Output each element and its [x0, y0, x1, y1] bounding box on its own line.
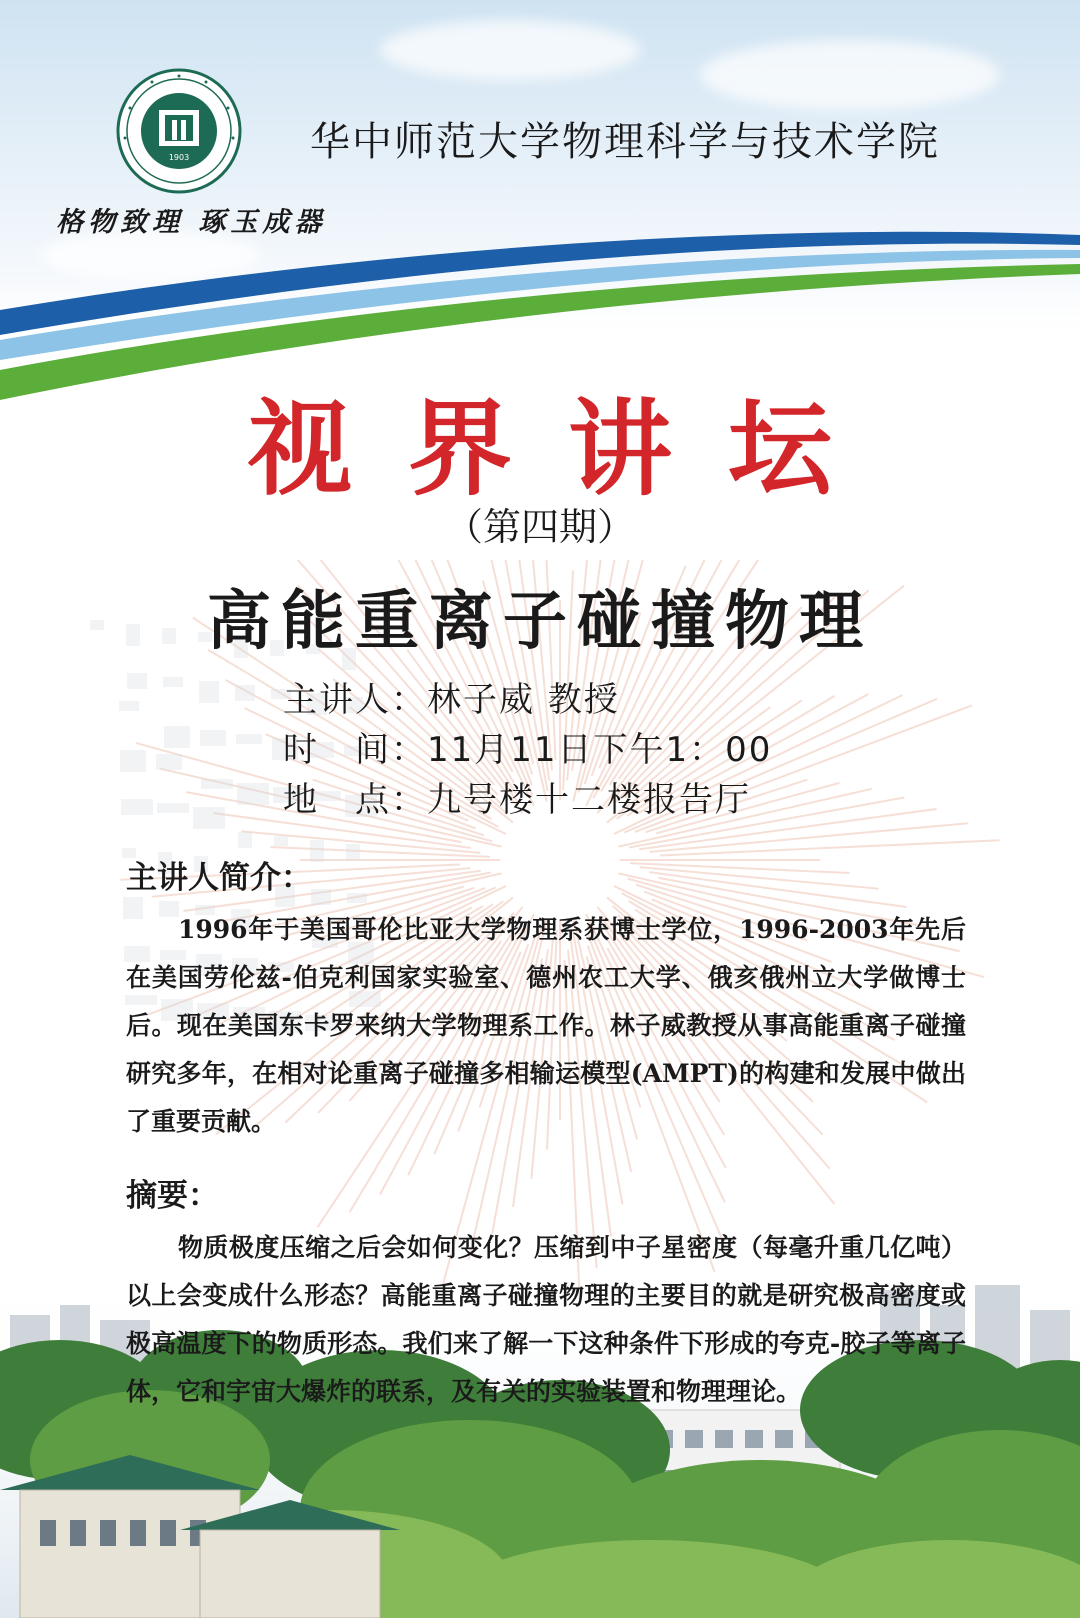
pixel-block: [238, 832, 252, 848]
lecture-topic: 高能重离子碰撞物理: [207, 585, 873, 659]
pixel-block: [237, 783, 269, 805]
pixel-block: [121, 799, 153, 815]
pixel-block: [346, 844, 360, 860]
time-line: [283, 722, 772, 771]
pixel-block: [127, 673, 147, 689]
pixel-block: [193, 807, 225, 829]
forum-title: 视界讲坛: [247, 387, 888, 510]
logo-year: 1903: [168, 153, 190, 162]
burst-ray: [660, 840, 1000, 855]
pixel-block: [236, 734, 262, 744]
school-name: 华中师范大学物理科学与技术学院: [310, 120, 940, 164]
cloud: [380, 20, 640, 80]
place-value: 九号楼十二楼报告厅: [427, 780, 751, 820]
speaker-line: [283, 672, 620, 721]
pixel-block: [235, 685, 255, 701]
pixel-block: [156, 754, 182, 770]
time-label: 时 间：: [283, 730, 427, 770]
pixel-block: [163, 677, 183, 687]
pixel-block: [311, 889, 331, 905]
pixel-block: [347, 893, 367, 903]
cloud: [700, 40, 1000, 110]
burst-ray: [650, 823, 969, 852]
pixel-block: [310, 840, 324, 862]
issue-number: （第四期）: [444, 505, 635, 549]
pixel-block: [157, 803, 189, 813]
pixel-block: [200, 730, 226, 746]
college-seal-logo: [116, 68, 242, 194]
pixel-block: [120, 750, 146, 772]
pixel-block: [201, 779, 233, 789]
abstract-heading: 摘要：: [126, 1178, 219, 1214]
college-motto: 格物致理 琢玉成器: [56, 207, 327, 238]
speaker-label: 主讲人：: [283, 680, 427, 720]
pixel-block: [164, 726, 190, 748]
pixel-block: [119, 701, 139, 711]
time-value: 11月11日下午1：00: [427, 730, 773, 770]
pixel-block: [274, 836, 288, 846]
place-label: 地 点：: [283, 780, 427, 820]
speaker-value: 林子威 教授: [427, 680, 620, 720]
abstract-text: 物质极度压缩之后会如何变化？压缩到中子星密度（每毫升重几亿吨）以上会变成什么形态？高能重离子碰撞物理的主要目的就是研究极高密度或极高温度下的物质形态。我们来了解一下这种条件下形成的夸克-胶子等离子体，它和宇宙大爆炸的联系，及有关的实验装置和物理理论。: [126, 1233, 966, 1406]
bio-heading: 主讲人简介：: [126, 860, 312, 896]
burst-ray: [630, 863, 850, 873]
bio-text: 1996年于美国哥伦比亚大学物理系获博士学位，1996-2003年先后在美国劳伦兹-伯克利国家实验室、德州农工大学、俄亥俄州立大学做博士后。现在美国东卡罗来纳大学物理系工作。林子威教授从事高能重离子碰撞研究多年，在相对论重离子碰撞多相输运模型(AMPT)的构建和发展中做出了重要贡献。: [126, 915, 966, 1136]
pixel-block: [199, 681, 219, 703]
place-line: [283, 772, 751, 821]
